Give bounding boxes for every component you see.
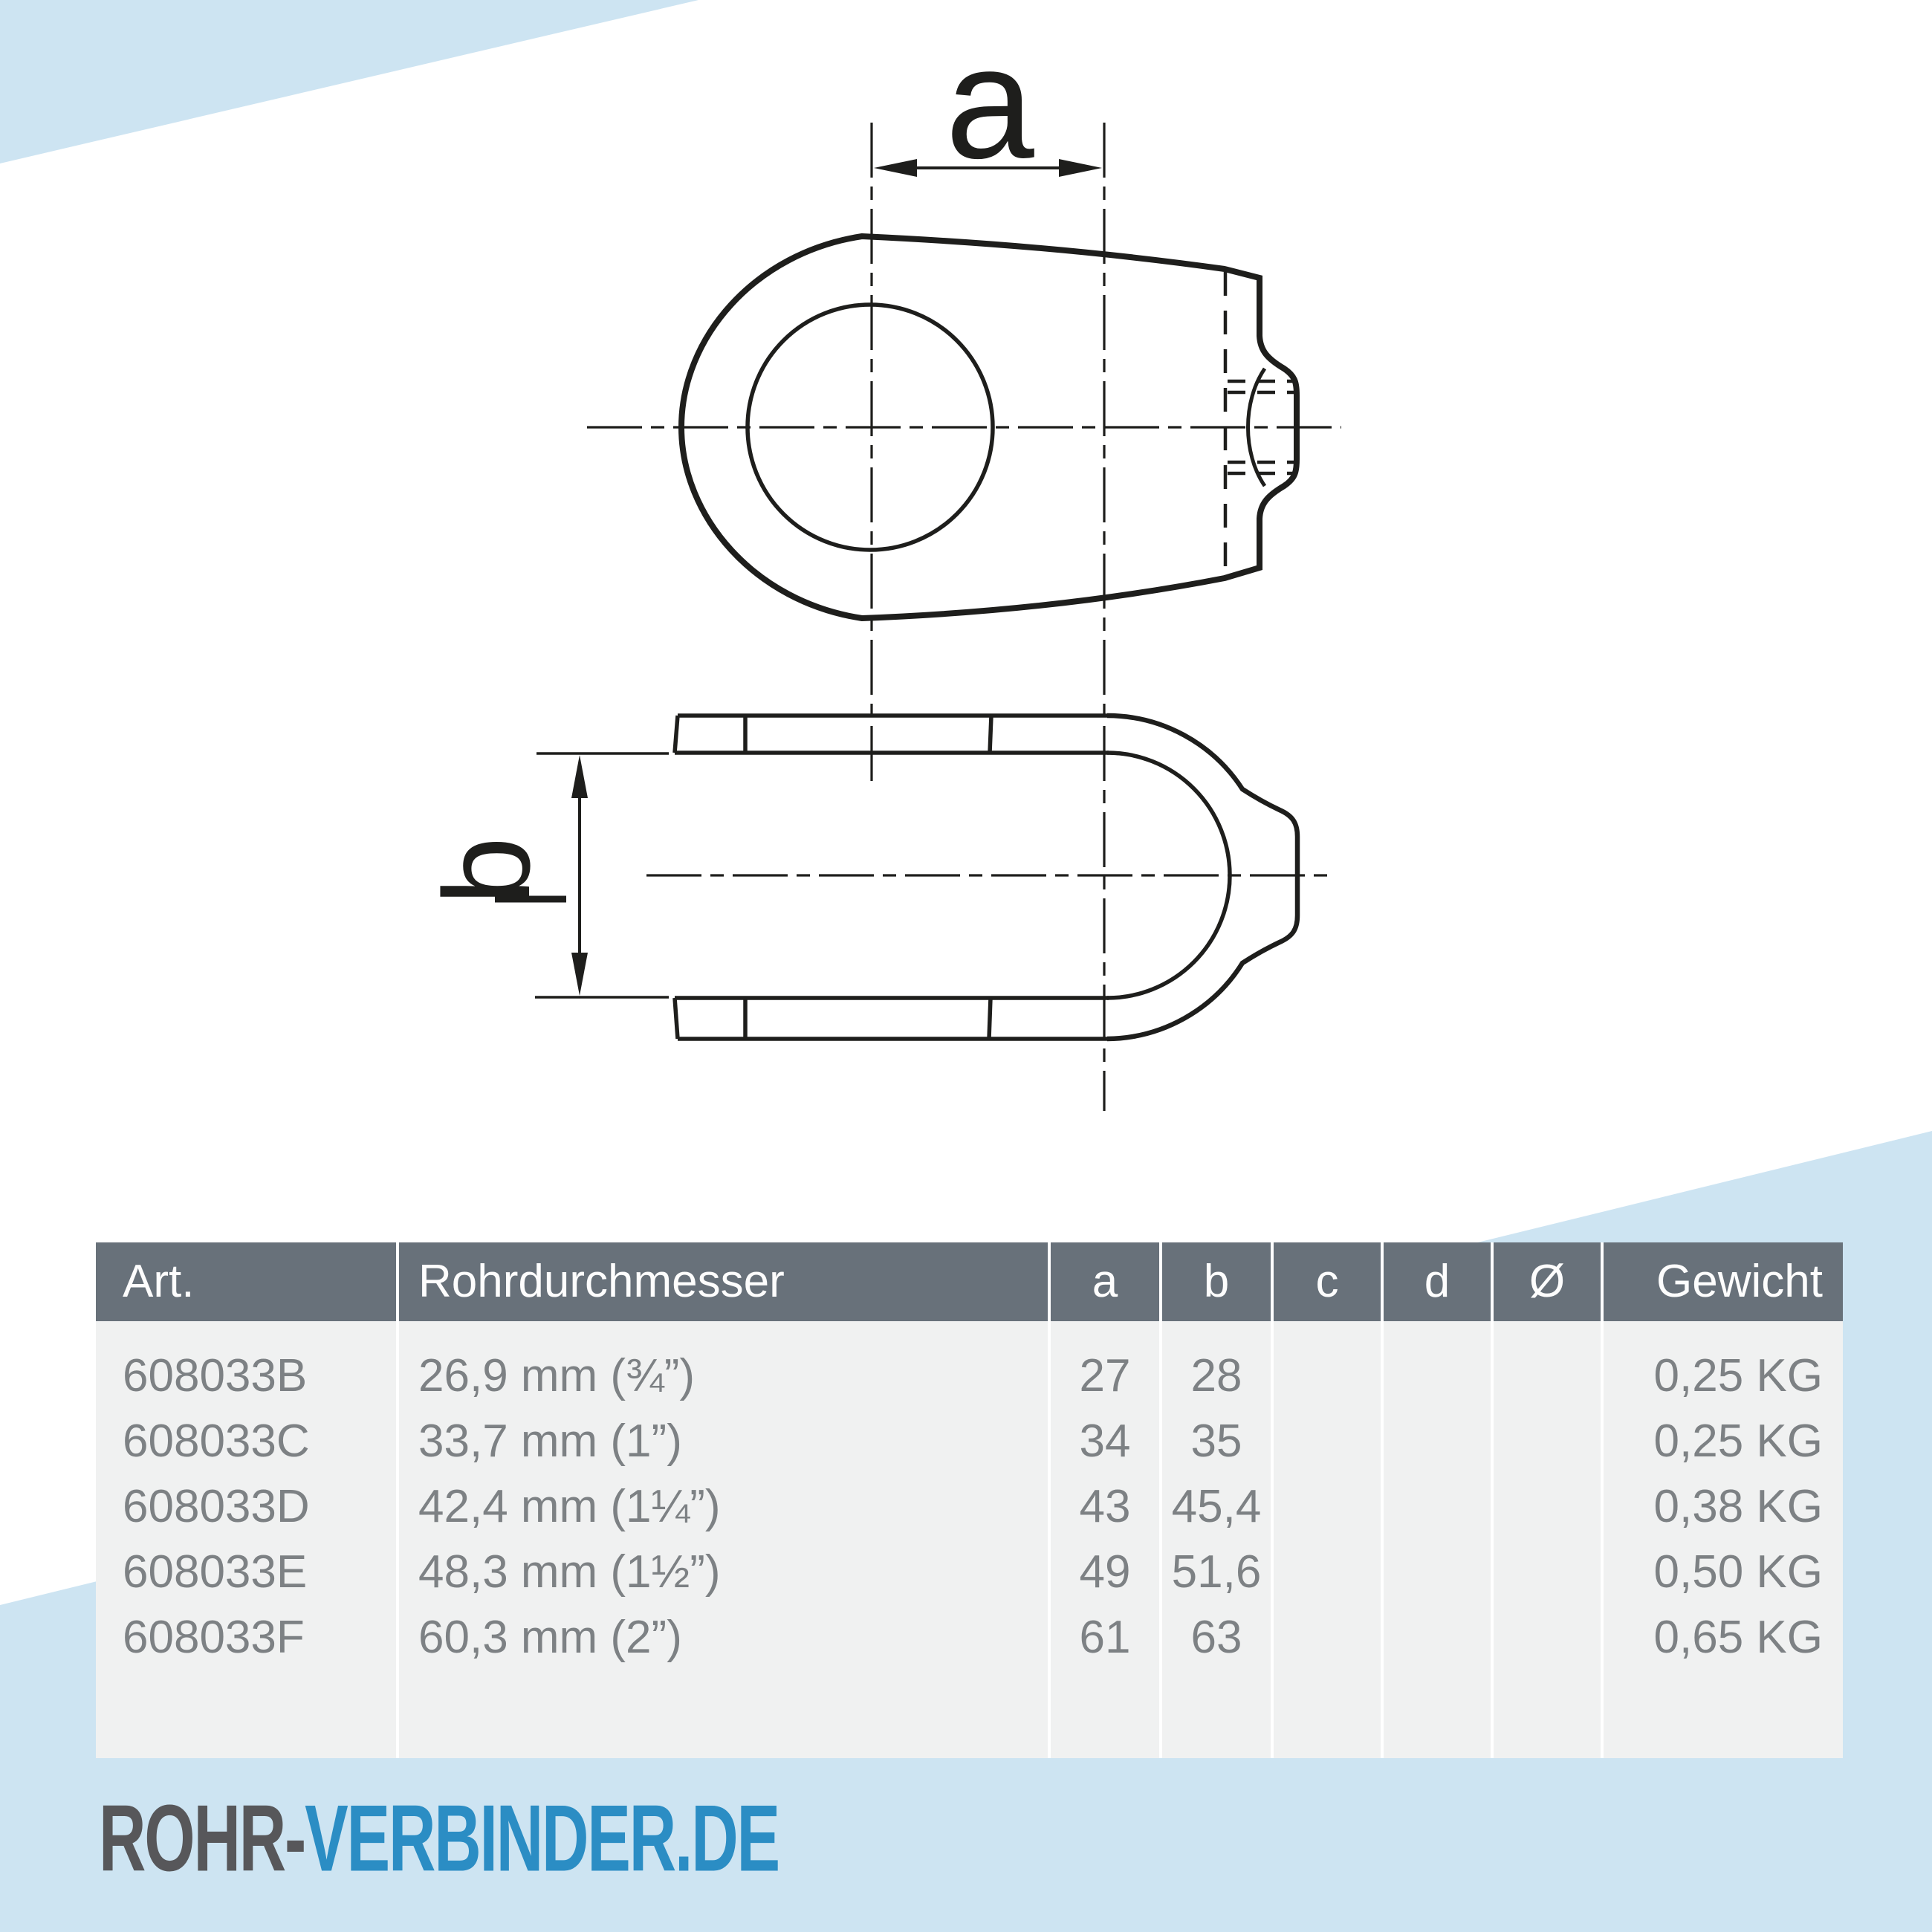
spec-table-cell: 26,9 mm (¾”) bbox=[418, 1350, 696, 1401]
spec-table-cell bbox=[1274, 1540, 1381, 1605]
spec-table-cell: 63 bbox=[1190, 1612, 1242, 1663]
spec-table-header-cell: a bbox=[1051, 1242, 1159, 1321]
spec-table-body bbox=[96, 1321, 1843, 1758]
dimension-a-label: a bbox=[945, 13, 1034, 192]
spec-table-cell bbox=[1494, 1343, 1601, 1409]
spec-table-header-cell: d bbox=[1384, 1242, 1491, 1321]
spec-table-cell: 608033D bbox=[123, 1481, 310, 1532]
spec-table-cell: 34 bbox=[1079, 1416, 1131, 1467]
spec-table-header-cell: Gewicht bbox=[1604, 1242, 1843, 1321]
dimension-a bbox=[874, 13, 1102, 192]
spec-table-header-cell: c bbox=[1274, 1242, 1381, 1321]
spec-table-column bbox=[399, 1321, 1048, 1758]
spec-table-cell: 0,25 KG bbox=[1653, 1350, 1823, 1401]
spec-table-cell: 35 bbox=[1190, 1416, 1242, 1467]
spec-table-cell bbox=[1384, 1540, 1491, 1605]
spec-table-cell: 51,6 bbox=[1171, 1546, 1262, 1598]
spec-table-cell: 0,38 KG bbox=[1653, 1481, 1823, 1532]
spec-table-cell: 43 bbox=[1079, 1481, 1131, 1532]
spec-table-cell bbox=[1274, 1343, 1381, 1409]
spec-table-cell: 28 bbox=[1190, 1350, 1242, 1401]
spec-table-cell bbox=[1494, 1540, 1601, 1605]
spec-table-cell: 608033F bbox=[123, 1612, 305, 1663]
spec-table-header-cell: Ø bbox=[1494, 1242, 1601, 1321]
clamp-plates bbox=[675, 716, 1109, 1039]
spec-table-cell bbox=[1384, 1409, 1491, 1474]
arrowhead-up-icon bbox=[571, 755, 588, 798]
spec-table-cell bbox=[1274, 1605, 1381, 1670]
spec-table-cell: 608033E bbox=[123, 1546, 308, 1598]
spec-table bbox=[96, 1242, 1843, 1758]
spec-table-cell: 48,3 mm (1½”) bbox=[418, 1546, 721, 1598]
dimension-b bbox=[418, 753, 669, 997]
arrowhead-left-icon bbox=[874, 159, 917, 177]
spec-table-column bbox=[96, 1321, 396, 1758]
spec-table-column bbox=[1274, 1321, 1381, 1758]
spec-table-column bbox=[1604, 1321, 1843, 1758]
spec-table-column bbox=[1162, 1321, 1271, 1758]
logo-secondary: VERBINDER.DE bbox=[305, 1786, 779, 1891]
spec-table-cell: 0,25 KG bbox=[1653, 1416, 1823, 1467]
spec-table-column bbox=[1384, 1321, 1491, 1758]
spec-table-header-cell: Rohrdurchmesser bbox=[399, 1242, 1048, 1321]
spec-table-cell bbox=[1384, 1605, 1491, 1670]
spec-table-cell: 60,3 mm (2”) bbox=[418, 1612, 682, 1663]
spec-table-header-cell: Art. bbox=[96, 1242, 396, 1321]
dimension-b-label: b bbox=[418, 837, 555, 905]
spec-table-column bbox=[1494, 1321, 1601, 1758]
spec-table-cell bbox=[1494, 1474, 1601, 1540]
spec-table-header-cell: b bbox=[1162, 1242, 1271, 1321]
spec-table-cell bbox=[1384, 1474, 1491, 1540]
bottom-view bbox=[675, 716, 1297, 1039]
logo bbox=[99, 1786, 779, 1891]
spec-table-cell bbox=[1384, 1343, 1491, 1409]
arrowhead-down-icon bbox=[571, 953, 588, 996]
spec-table-cell bbox=[1494, 1605, 1601, 1670]
spec-table-cell: 0,65 KG bbox=[1653, 1612, 1823, 1663]
spec-table-cell bbox=[1494, 1409, 1601, 1474]
spec-table-cell: 49 bbox=[1079, 1546, 1131, 1598]
arrowhead-right-icon bbox=[1059, 159, 1102, 177]
spec-table-cell: 61 bbox=[1079, 1612, 1131, 1663]
spec-table-cell: 0,50 KG bbox=[1653, 1546, 1823, 1598]
spec-table-cell: 45,4 bbox=[1171, 1481, 1262, 1532]
spec-table-header bbox=[96, 1242, 1843, 1321]
spec-table-cell: 27 bbox=[1079, 1350, 1131, 1401]
spec-table-cell: 42,4 mm (1¼”) bbox=[418, 1481, 721, 1532]
spec-table-cell bbox=[1274, 1474, 1381, 1540]
spec-table-cell: 608033C bbox=[123, 1416, 310, 1467]
spec-table-cell bbox=[1274, 1409, 1381, 1474]
spec-table-cell: 33,7 mm (1”) bbox=[418, 1416, 682, 1467]
logo-primary: ROHR- bbox=[99, 1786, 305, 1891]
spec-table-column bbox=[1051, 1321, 1159, 1758]
bottom-view-outer-outline bbox=[1107, 716, 1297, 1039]
spec-table-cell: 608033B bbox=[123, 1350, 308, 1401]
